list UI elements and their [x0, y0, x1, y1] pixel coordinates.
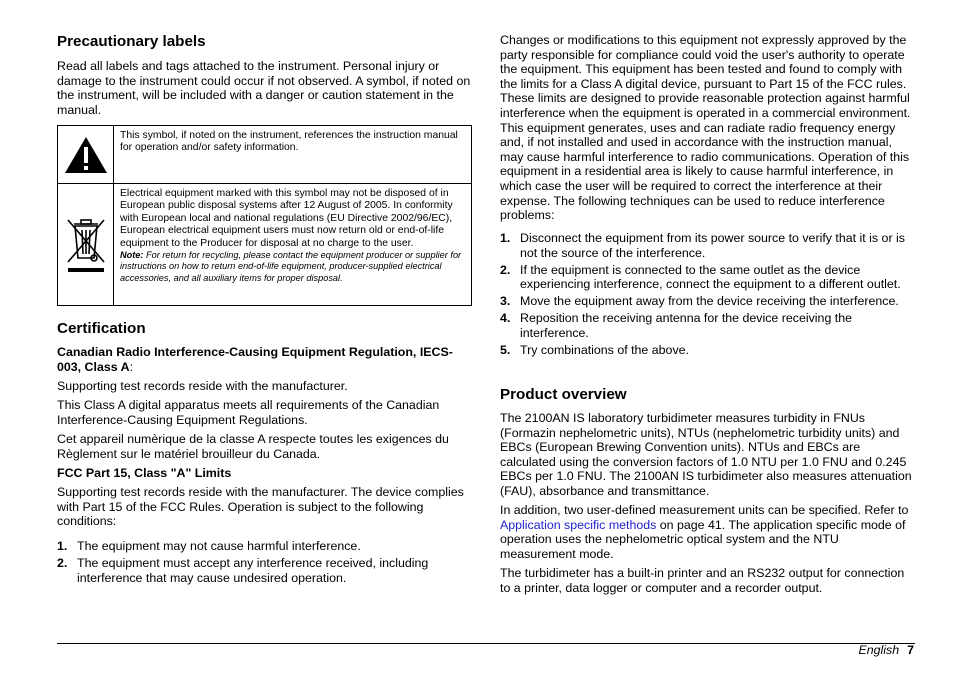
list-item-text: The equipment may not cause harmful interference. — [77, 539, 361, 553]
list-item-number: 4. — [500, 311, 511, 326]
list-item — [57, 539, 472, 554]
list-item — [500, 263, 916, 292]
class-a-english-text: This Class A digital apparatus meets all requirements of the Canadian Interference-Causing Equipment Regulations. — [57, 398, 440, 427]
page-footer — [858, 643, 914, 657]
symbol-row-weee — [58, 183, 471, 305]
list-item — [57, 556, 472, 585]
canadian-heading-text: Canadian Radio Interference-Causing Equipment Regulation, IECS-003, Class A — [57, 345, 453, 374]
list-item-number: 5. — [500, 343, 511, 358]
precautionary-text: Read all labels and tags attached to the instrument. Personal injury or damage to the instrument could occur if not observed. A symbol, if noted on the instrument, will be included with a danger or caution statement in the manual. — [57, 59, 471, 117]
product-overview-text-1: The 2100AN IS laboratory turbidimeter measures turbidity in FNUs (Formazin nephelometric units), NTUs (nephelometric turbidity units) and EBCs (European Brewing Convention units). NTUs and EBCs are calculated using the conversion factors of 1.0 NTU per 1.0 FNU and 0.245 EBCs per 1.0 FNU. The 2100AN IS turbidimeter also measures attenuation (FAU), absorbance and transmittance. — [500, 411, 912, 498]
fcc-heading: FCC Part 15, Class "A" Limits — [57, 466, 232, 480]
list-item-number: 1. — [500, 231, 511, 245]
precautionary-labels-heading: Precautionary labels — [57, 33, 206, 50]
product-overview-heading: Product overview — [500, 386, 627, 403]
interference-steps-list — [500, 231, 916, 360]
list-item — [500, 231, 916, 260]
list-item — [500, 294, 916, 309]
list-item-text: Reposition the receiving antenna for the device receiving the interference. — [520, 311, 853, 341]
weee-note-label: Note: — [120, 250, 144, 261]
fcc-changes-text: Changes or modifications to this equipment not expressly approved by the party responsible for compliance could void the user's authority to operate the equipment. This equipment has been tested and found to comply with the limits for a Class A digital device, pursuant to Part 15 of the FCC rules. These limits are designed to provide reasonable protection against harmful interference when the equipment is operated in a commercial environment. This equipment generates, uses and can radiate radio frequency energy and, if not installed and used in accordance with the instruction manual, may cause harmful interference to radio communications. Operation of this equipment in a residential area is likely to cause harmful interference, in which case the user will be required to correct the interference at their expense. The following techniques can be used to reduce interference problems: — [500, 33, 911, 223]
weee-symbol-description — [114, 184, 471, 305]
canadian-heading-colon: : — [129, 359, 134, 374]
list-item-number: 2. — [57, 556, 68, 571]
weee-note — [120, 250, 465, 284]
warning-symbol-description: This symbol, if noted on the instrument, references the instruction manual for operation and/or safety information. — [120, 130, 458, 154]
warning-triangle-icon — [58, 126, 114, 183]
list-item-number: 1. — [57, 539, 68, 553]
weee-crossed-bin-icon — [58, 184, 114, 305]
product-text-2-end: on page 41. The application specific mode of operation uses the nephelometric optical system and the NTU measurement mode. — [500, 517, 906, 561]
footer-divider — [57, 643, 915, 644]
fcc-text: Supporting test records reside with the manufacturer. The device complies with Part 15 of the FCC Rules. Operation is subject to the following conditions: — [57, 485, 464, 529]
list-item-number: 3. — [500, 294, 511, 309]
list-item-text: If the equipment is connected to the same outlet as the device experiencing interference, connect the equipment to a different outlet. — [520, 262, 901, 292]
class-a-french-text: Cet appareil numèrique de la classe A respecte toutes les exigences du Règlement sur le matériel brouilleur du Canada. — [57, 432, 449, 461]
certification-heading: Certification — [57, 320, 146, 337]
list-item-number: 2. — [500, 262, 511, 277]
product-overview-text-3: The turbidimeter has a built-in printer and an RS232 output for connection to a printer, data logger or computer and a recorder output. — [500, 566, 905, 595]
list-item-text: Try combinations of the above. — [520, 343, 689, 358]
symbols-table — [57, 125, 472, 306]
list-item-text: The equipment must accept any interference received, including interference that may cause undesired operation. — [77, 556, 429, 585]
product-overview-text-2 — [500, 503, 916, 561]
page-number: 7 — [907, 643, 914, 657]
list-item — [500, 343, 916, 358]
application-specific-methods-link[interactable]: Application specific methods — [500, 517, 657, 532]
symbol-row-warning — [58, 126, 471, 183]
list-item-text: Disconnect the equipment from its power source to verify that it is or is not the source of the interference. — [520, 231, 905, 260]
product-text-2-start: In addition, two user-defined measurement units can be specified. Refer to — [500, 503, 909, 517]
supporting-records-text: Supporting test records reside with the manufacturer. — [57, 379, 348, 393]
weee-text: Electrical equipment marked with this symbol may not be disposed of in European public disposal systems after 12 August of 2005. In conformity with European local and national regulations (EU Directive 2002/96/EC), European electrical equipment users must now return old or end-of-life equipment to the Producer for disposal at no charge to the user. — [120, 188, 453, 249]
list-item-text: Move the equipment away from the device receiving the interference. — [520, 294, 899, 309]
canadian-regulation-heading — [57, 345, 472, 374]
footer-language: English — [858, 643, 900, 657]
list-item — [500, 311, 916, 340]
weee-note-text: For return for recycling, please contact the equipment producer or supplier for instructions on how to return end-of-life equipment, producer-supplied electrical accessories, and all auxiliary items for proper disposal. — [120, 250, 462, 283]
fcc-conditions-list — [57, 539, 472, 588]
